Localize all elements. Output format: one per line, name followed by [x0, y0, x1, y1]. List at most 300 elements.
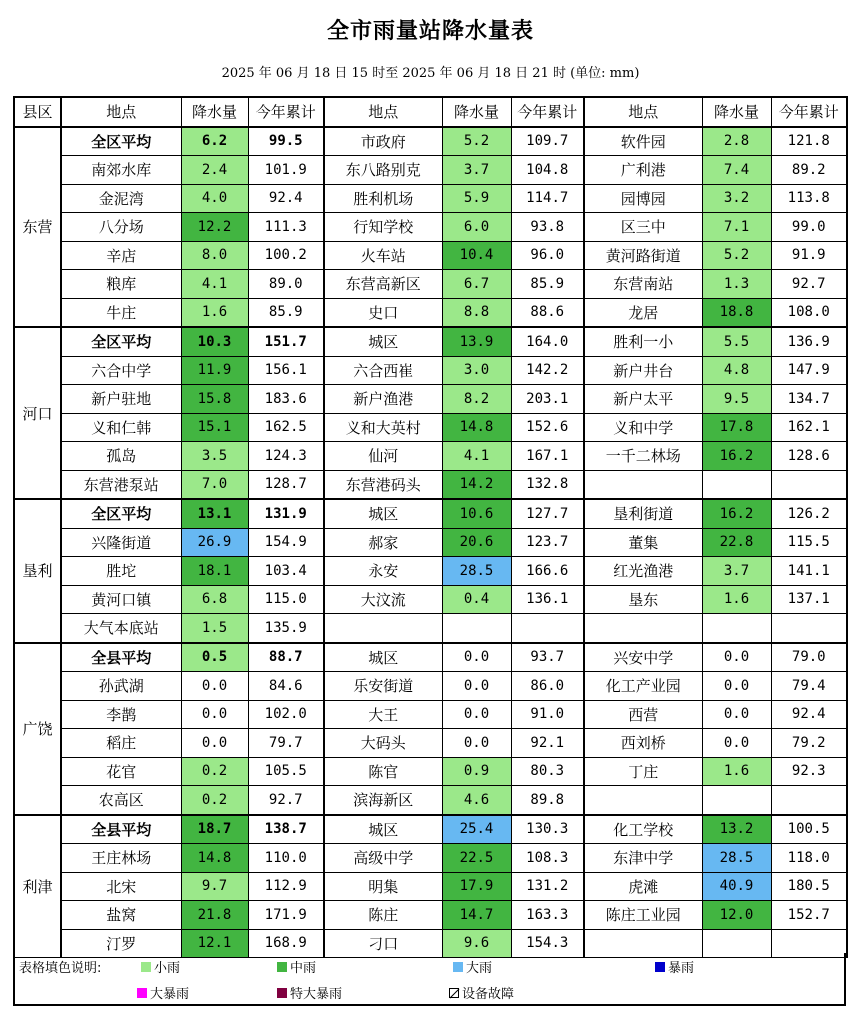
precipitation-cell: 6.0 — [442, 213, 511, 242]
precipitation-cell: 26.9 — [181, 528, 248, 557]
column-header: 今年累计 — [248, 97, 324, 127]
annual-total-cell: 167.1 — [511, 442, 584, 471]
annual-total-cell: 96.0 — [511, 241, 584, 270]
annual-total-cell: 89.0 — [248, 270, 324, 299]
station-name-cell: 黄河口镇 — [61, 585, 181, 614]
station-name-cell: 六合中学 — [61, 356, 181, 385]
station-name-cell: 李鹊 — [61, 700, 181, 729]
legend-item — [277, 957, 316, 976]
precipitation-cell: 0.0 — [702, 643, 771, 672]
column-header: 地点 — [584, 97, 702, 127]
annual-total-cell: 92.7 — [248, 786, 324, 815]
annual-total-cell: 92.4 — [248, 184, 324, 213]
annual-total-cell: 168.9 — [248, 929, 324, 958]
table-row — [14, 585, 847, 614]
annual-total-cell: 152.7 — [771, 901, 847, 930]
precipitation-cell: 7.1 — [702, 213, 771, 242]
precipitation-cell: 13.1 — [181, 499, 248, 528]
table-row — [14, 700, 847, 729]
precipitation-cell: 5.2 — [442, 127, 511, 156]
annual-total-cell: 100.2 — [248, 241, 324, 270]
annual-total-cell: 138.7 — [248, 815, 324, 844]
annual-total-cell: 79.2 — [771, 729, 847, 758]
precipitation-cell: 9.7 — [181, 872, 248, 901]
county-name-cell: 东营 — [14, 127, 61, 328]
column-header: 今年累计 — [511, 97, 584, 127]
table-row — [14, 470, 847, 499]
station-name-cell: 东津中学 — [584, 844, 702, 873]
annual-total-cell: 123.7 — [511, 528, 584, 557]
station-name-cell: 龙居 — [584, 298, 702, 327]
station-name-cell: 陈庄 — [324, 901, 442, 930]
table-row — [14, 499, 847, 528]
station-name-cell: 永安 — [324, 557, 442, 586]
annual-total-cell: 136.9 — [771, 327, 847, 356]
station-name-cell: 胜坨 — [61, 557, 181, 586]
station-name-cell: 郝家 — [324, 528, 442, 557]
precipitation-cell: 5.2 — [702, 241, 771, 270]
precipitation-cell: 20.6 — [442, 528, 511, 557]
station-name-cell: 东营南站 — [584, 270, 702, 299]
legend-label: 大雨 — [466, 961, 493, 976]
annual-total-cell: 124.3 — [248, 442, 324, 471]
fault-swatch-icon — [449, 988, 459, 998]
annual-total-cell: 79.7 — [248, 729, 324, 758]
precipitation-cell: 21.8 — [181, 901, 248, 930]
column-header: 降水量 — [442, 97, 511, 127]
precipitation-cell: 13.9 — [442, 327, 511, 356]
legend-label: 特大暴雨 — [290, 987, 343, 1002]
station-name-cell: 仙河 — [324, 442, 442, 471]
precipitation-cell: 3.7 — [442, 156, 511, 185]
station-name-cell: 东营港泵站 — [61, 470, 181, 499]
station-name-cell: 明集 — [324, 872, 442, 901]
precipitation-cell: 9.5 — [702, 385, 771, 414]
annual-total-cell: 84.6 — [248, 672, 324, 701]
station-name-cell: 汀罗 — [61, 929, 181, 958]
precipitation-cell: 0.0 — [442, 700, 511, 729]
precipitation-cell: 28.5 — [442, 557, 511, 586]
table-row — [14, 643, 847, 672]
annual-total-cell: 79.0 — [771, 643, 847, 672]
precipitation-cell: 6.8 — [181, 585, 248, 614]
table-row — [14, 557, 847, 586]
precipitation-cell: 18.7 — [181, 815, 248, 844]
precipitation-cell — [702, 470, 771, 499]
station-name-cell: 化工产业园 — [584, 672, 702, 701]
annual-total-cell: 101.9 — [248, 156, 324, 185]
page-title: 全市雨量站降水量表 — [326, 19, 534, 44]
annual-total-cell: 88.6 — [511, 298, 584, 327]
column-header: 地点 — [61, 97, 181, 127]
annual-total-cell: 162.5 — [248, 413, 324, 442]
table-row — [14, 356, 847, 385]
station-name-cell: 广利港 — [584, 156, 702, 185]
precipitation-cell — [442, 614, 511, 643]
station-name-cell: 胜利一小 — [584, 327, 702, 356]
annual-total-cell: 100.5 — [771, 815, 847, 844]
legend-swatch — [277, 962, 287, 972]
station-name-cell: 西刘桥 — [584, 729, 702, 758]
annual-total-cell: 180.5 — [771, 872, 847, 901]
station-name-cell: 大王 — [324, 700, 442, 729]
annual-total-cell: 126.2 — [771, 499, 847, 528]
annual-total-cell: 130.3 — [511, 815, 584, 844]
precipitation-cell: 0.0 — [702, 672, 771, 701]
legend-label: 设备故障 — [462, 987, 515, 1002]
legend-swatch — [277, 988, 287, 998]
annual-total-cell: 89.2 — [771, 156, 847, 185]
precipitation-cell: 0.4 — [442, 585, 511, 614]
station-name-cell: 滨海新区 — [324, 786, 442, 815]
station-name-cell: 陈官 — [324, 757, 442, 786]
station-name-cell: 区三中 — [584, 213, 702, 242]
annual-total-cell: 93.7 — [511, 643, 584, 672]
annual-total-cell: 111.3 — [248, 213, 324, 242]
annual-total-cell: 105.5 — [248, 757, 324, 786]
annual-total-cell: 154.9 — [248, 528, 324, 557]
annual-total-cell: 93.8 — [511, 213, 584, 242]
annual-total-cell: 131.9 — [248, 499, 324, 528]
annual-total-cell: 102.0 — [248, 700, 324, 729]
station-name-cell: 义和仁韩 — [61, 413, 181, 442]
precipitation-cell: 4.0 — [181, 184, 248, 213]
table-row — [14, 614, 847, 643]
legend-label: 小雨 — [154, 961, 181, 976]
column-header: 地点 — [324, 97, 442, 127]
station-name-cell — [584, 470, 702, 499]
header-row — [14, 97, 847, 127]
precipitation-cell: 0.0 — [442, 672, 511, 701]
station-name-cell: 史口 — [324, 298, 442, 327]
table-row — [14, 672, 847, 701]
annual-total-cell: 88.7 — [248, 643, 324, 672]
precipitation-cell: 10.3 — [181, 327, 248, 356]
precipitation-cell: 2.8 — [702, 127, 771, 156]
annual-total-cell: 108.0 — [771, 298, 847, 327]
table-row — [14, 184, 847, 213]
station-name-cell: 金泥湾 — [61, 184, 181, 213]
precipitation-cell: 0.0 — [181, 672, 248, 701]
precipitation-cell: 14.8 — [442, 413, 511, 442]
annual-total-cell: 163.3 — [511, 901, 584, 930]
precipitation-cell: 16.2 — [702, 442, 771, 471]
precipitation-cell: 22.8 — [702, 528, 771, 557]
precipitation-cell: 8.2 — [442, 385, 511, 414]
table-row — [14, 156, 847, 185]
annual-total-cell: 114.7 — [511, 184, 584, 213]
annual-total-cell — [771, 470, 847, 499]
station-name-cell: 新户渔港 — [324, 385, 442, 414]
annual-total-cell: 91.9 — [771, 241, 847, 270]
station-name-cell: 城区 — [324, 815, 442, 844]
precipitation-cell: 22.5 — [442, 844, 511, 873]
annual-total-cell: 166.6 — [511, 557, 584, 586]
station-name-cell: 垦利街道 — [584, 499, 702, 528]
station-name-cell: 陈庄工业园 — [584, 901, 702, 930]
precipitation-cell: 1.6 — [702, 585, 771, 614]
legend-item — [137, 983, 189, 1002]
precipitation-cell: 15.1 — [181, 413, 248, 442]
annual-total-cell: 156.1 — [248, 356, 324, 385]
precipitation-cell: 1.6 — [181, 298, 248, 327]
precipitation-cell: 0.0 — [442, 729, 511, 758]
station-name-cell: 新户太平 — [584, 385, 702, 414]
station-name-cell: 丁庄 — [584, 757, 702, 786]
precipitation-cell: 3.2 — [702, 184, 771, 213]
station-name-cell: 北宋 — [61, 872, 181, 901]
precipitation-cell: 6.2 — [181, 127, 248, 156]
legend-swatch — [137, 988, 147, 998]
legend-label: 中雨 — [290, 961, 317, 976]
annual-total-cell: 137.1 — [771, 585, 847, 614]
station-name-cell: 东八路别克 — [324, 156, 442, 185]
annual-total-cell: 128.7 — [248, 470, 324, 499]
precipitation-cell — [702, 786, 771, 815]
station-name-cell: 义和大英村 — [324, 413, 442, 442]
annual-total-cell: 121.8 — [771, 127, 847, 156]
station-name-cell: 稻庄 — [61, 729, 181, 758]
precipitation-cell: 12.0 — [702, 901, 771, 930]
precipitation-cell: 8.0 — [181, 241, 248, 270]
average-label-cell: 全县平均 — [61, 815, 181, 844]
annual-total-cell: 118.0 — [771, 844, 847, 873]
table-row — [14, 127, 847, 156]
annual-total-cell: 92.3 — [771, 757, 847, 786]
station-name-cell: 黄河路街道 — [584, 241, 702, 270]
precipitation-cell: 5.9 — [442, 184, 511, 213]
station-name-cell: 垦东 — [584, 585, 702, 614]
station-name-cell: 行知学校 — [324, 213, 442, 242]
station-name-cell: 东营港码头 — [324, 470, 442, 499]
annual-total-cell: 132.8 — [511, 470, 584, 499]
column-header: 今年累计 — [771, 97, 847, 127]
station-name-cell: 高级中学 — [324, 844, 442, 873]
legend-item — [453, 957, 492, 976]
station-name-cell: 一千二林场 — [584, 442, 702, 471]
precipitation-cell: 4.6 — [442, 786, 511, 815]
precipitation-cell: 4.1 — [442, 442, 511, 471]
column-header: 县区 — [14, 97, 61, 127]
station-name-cell: 董集 — [584, 528, 702, 557]
precipitation-cell: 13.2 — [702, 815, 771, 844]
annual-total-cell: 135.9 — [248, 614, 324, 643]
annual-total-cell: 99.0 — [771, 213, 847, 242]
annual-total-cell: 142.2 — [511, 356, 584, 385]
precipitation-cell: 0.9 — [442, 757, 511, 786]
annual-total-cell: 131.2 — [511, 872, 584, 901]
annual-total-cell — [771, 786, 847, 815]
precipitation-cell: 0.5 — [181, 643, 248, 672]
precipitation-cell: 0.2 — [181, 786, 248, 815]
precipitation-cell: 10.4 — [442, 241, 511, 270]
annual-total-cell: 80.3 — [511, 757, 584, 786]
table-row — [14, 213, 847, 242]
precipitation-cell: 17.8 — [702, 413, 771, 442]
station-name-cell: 辛店 — [61, 241, 181, 270]
annual-total-cell: 183.6 — [248, 385, 324, 414]
station-name-cell: 大码头 — [324, 729, 442, 758]
precipitation-table — [13, 96, 848, 958]
legend-swatch — [655, 962, 665, 972]
annual-total-cell — [511, 614, 584, 643]
annual-total-cell: 92.1 — [511, 729, 584, 758]
annual-total-cell: 104.8 — [511, 156, 584, 185]
precipitation-cell: 28.5 — [702, 844, 771, 873]
county-name-cell: 河口 — [14, 327, 61, 499]
station-name-cell: 粮库 — [61, 270, 181, 299]
annual-total-cell: 113.8 — [771, 184, 847, 213]
station-name-cell — [324, 614, 442, 643]
station-name-cell: 新户井台 — [584, 356, 702, 385]
legend-item — [277, 983, 342, 1002]
county-name-cell: 利津 — [14, 815, 61, 958]
average-label-cell: 全县平均 — [61, 643, 181, 672]
precipitation-cell: 1.5 — [181, 614, 248, 643]
annual-total-cell: 154.3 — [511, 929, 584, 958]
annual-total-cell: 99.5 — [248, 127, 324, 156]
precipitation-cell: 2.4 — [181, 156, 248, 185]
annual-total-cell: 128.6 — [771, 442, 847, 471]
annual-total-cell: 110.0 — [248, 844, 324, 873]
station-name-cell: 大气本底站 — [61, 614, 181, 643]
precipitation-cell: 18.8 — [702, 298, 771, 327]
table-row — [14, 241, 847, 270]
station-name-cell: 城区 — [324, 499, 442, 528]
precipitation-cell: 3.7 — [702, 557, 771, 586]
precipitation-cell: 0.0 — [181, 729, 248, 758]
annual-total-cell: 162.1 — [771, 413, 847, 442]
color-legend — [13, 953, 846, 1006]
annual-total-cell: 147.9 — [771, 356, 847, 385]
precipitation-cell: 15.8 — [181, 385, 248, 414]
precipitation-cell: 16.2 — [702, 499, 771, 528]
precipitation-cell: 1.6 — [702, 757, 771, 786]
station-name-cell: 东营高新区 — [324, 270, 442, 299]
station-name-cell: 孤岛 — [61, 442, 181, 471]
station-name-cell: 六合西崔 — [324, 356, 442, 385]
station-name-cell: 西营 — [584, 700, 702, 729]
annual-total-cell: 152.6 — [511, 413, 584, 442]
table-row — [14, 413, 847, 442]
precipitation-cell: 7.4 — [702, 156, 771, 185]
station-name-cell: 王庄林场 — [61, 844, 181, 873]
precipitation-cell: 10.6 — [442, 499, 511, 528]
station-name-cell — [584, 614, 702, 643]
precipitation-cell: 0.0 — [702, 700, 771, 729]
table-row — [14, 327, 847, 356]
annual-total-cell: 136.1 — [511, 585, 584, 614]
precipitation-cell: 4.1 — [181, 270, 248, 299]
table-row — [14, 385, 847, 414]
table-row — [14, 729, 847, 758]
annual-total-cell: 79.4 — [771, 672, 847, 701]
annual-total-cell: 164.0 — [511, 327, 584, 356]
station-name-cell: 牛庄 — [61, 298, 181, 327]
precipitation-cell: 14.7 — [442, 901, 511, 930]
legend-item — [141, 957, 180, 976]
precipitation-cell: 18.1 — [181, 557, 248, 586]
station-name-cell: 市政府 — [324, 127, 442, 156]
annual-total-cell: 127.7 — [511, 499, 584, 528]
station-name-cell: 化工学校 — [584, 815, 702, 844]
precipitation-cell: 4.8 — [702, 356, 771, 385]
precipitation-cell: 9.6 — [442, 929, 511, 958]
annual-total-cell: 92.7 — [771, 270, 847, 299]
precipitation-cell: 17.9 — [442, 872, 511, 901]
annual-total-cell: 109.7 — [511, 127, 584, 156]
column-header: 降水量 — [181, 97, 248, 127]
legend-swatch — [141, 962, 151, 972]
precipitation-cell: 3.5 — [181, 442, 248, 471]
county-name-cell: 垦利 — [14, 499, 61, 643]
station-name-cell: 孙武湖 — [61, 672, 181, 701]
precipitation-cell: 0.2 — [181, 757, 248, 786]
annual-total-cell: 103.4 — [248, 557, 324, 586]
average-label-cell: 全区平均 — [61, 127, 181, 156]
station-name-cell — [584, 786, 702, 815]
annual-total-cell: 115.5 — [771, 528, 847, 557]
station-name-cell: 虎滩 — [584, 872, 702, 901]
annual-total-cell: 112.9 — [248, 872, 324, 901]
precipitation-cell: 1.3 — [702, 270, 771, 299]
precipitation-cell: 0.0 — [442, 643, 511, 672]
county-name-cell: 广饶 — [14, 643, 61, 815]
annual-total-cell: 92.4 — [771, 700, 847, 729]
precipitation-cell: 25.4 — [442, 815, 511, 844]
station-name-cell: 园博园 — [584, 184, 702, 213]
precipitation-cell: 12.2 — [181, 213, 248, 242]
station-name-cell: 乐安街道 — [324, 672, 442, 701]
table-row — [14, 872, 847, 901]
annual-total-cell: 85.9 — [511, 270, 584, 299]
table-row — [14, 815, 847, 844]
station-name-cell: 大汶流 — [324, 585, 442, 614]
precipitation-cell: 6.7 — [442, 270, 511, 299]
precipitation-cell: 7.0 — [181, 470, 248, 499]
time-range-subtitle: 2025 年 06 月 18 日 15 时至 2025 年 06 月 18 日 21 时 (单位: mm) — [221, 66, 640, 81]
annual-total-cell: 203.1 — [511, 385, 584, 414]
station-name-cell: 八分场 — [61, 213, 181, 242]
precipitation-cell — [702, 614, 771, 643]
station-name-cell: 盐窝 — [61, 901, 181, 930]
annual-total-cell: 141.1 — [771, 557, 847, 586]
annual-total-cell: 115.0 — [248, 585, 324, 614]
annual-total-cell: 91.0 — [511, 700, 584, 729]
precipitation-cell: 11.9 — [181, 356, 248, 385]
precipitation-cell: 0.0 — [181, 700, 248, 729]
annual-total-cell: 134.7 — [771, 385, 847, 414]
precipitation-cell: 40.9 — [702, 872, 771, 901]
station-name-cell: 软件园 — [584, 127, 702, 156]
station-name-cell: 胜利机场 — [324, 184, 442, 213]
annual-total-cell: 85.9 — [248, 298, 324, 327]
station-name-cell: 红光渔港 — [584, 557, 702, 586]
annual-total-cell: 86.0 — [511, 672, 584, 701]
table-row — [14, 270, 847, 299]
table-row — [14, 298, 847, 327]
table-row — [14, 757, 847, 786]
precipitation-cell: 5.5 — [702, 327, 771, 356]
station-name-cell: 南郊水库 — [61, 156, 181, 185]
table-row — [14, 442, 847, 471]
legend-swatch — [453, 962, 463, 972]
station-name-cell: 刁口 — [324, 929, 442, 958]
annual-total-cell: 151.7 — [248, 327, 324, 356]
precipitation-cell: 14.8 — [181, 844, 248, 873]
precipitation-cell: 0.0 — [702, 729, 771, 758]
table-row — [14, 786, 847, 815]
